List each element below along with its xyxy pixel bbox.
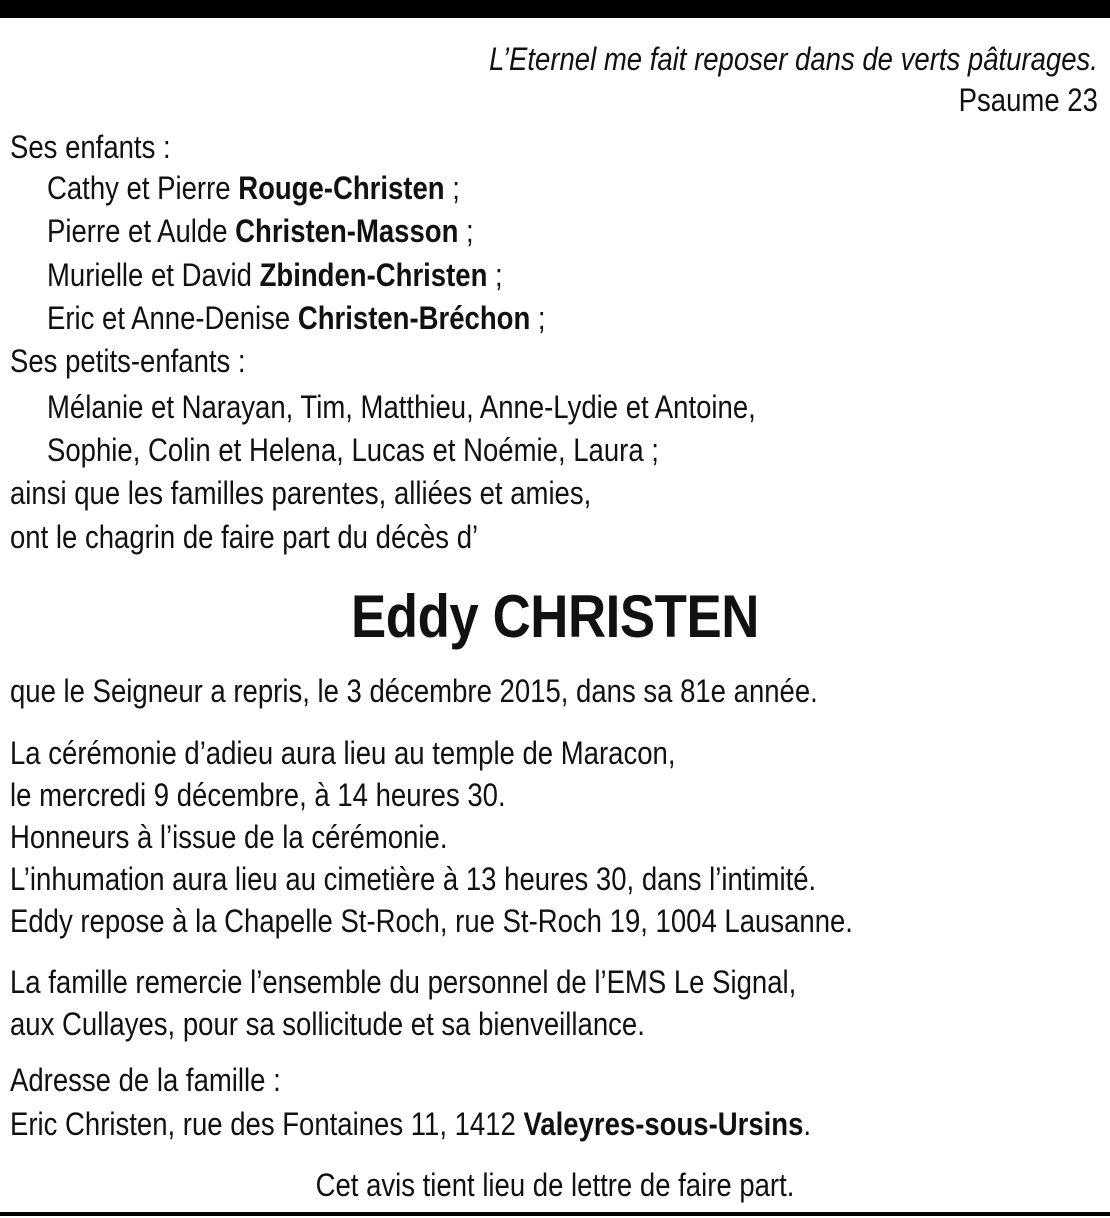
- address-street: Eric Christen, rue des Fontaines 11, 1412: [10, 1106, 524, 1142]
- child-first-names: Eric et Anne-Denise: [47, 300, 298, 336]
- announce-line: ont le chagrin de faire part du décès d’: [10, 519, 479, 555]
- child-surname: Zbinden-Christen: [259, 257, 488, 293]
- ceremony-line: le mercredi 9 décembre, à 14 heures 30.: [10, 777, 506, 813]
- grandchildren-line: Mélanie et Narayan, Tim, Matthieu, Anne-Lydie et Antoine,: [47, 389, 756, 425]
- address-heading: Adresse de la famille :: [10, 1062, 281, 1098]
- ceremony-line: Eddy repose à la Chapelle St-Roch, rue St-Roch 19, 1004 Lausanne.: [10, 903, 853, 939]
- grandchildren-heading: Ses petits-enfants :: [10, 343, 246, 379]
- thanks-line: aux Cullayes, pour sa sollicitude et sa bienveillance.: [10, 1006, 645, 1042]
- thanks-line: La famille remercie l’ensemble du personnel de l’EMS Le Signal,: [10, 964, 797, 1000]
- families-line: ainsi que les familles parentes, alliées et amies,: [10, 475, 592, 511]
- children-heading: Ses enfants :: [10, 129, 171, 165]
- ceremony-line: Honneurs à l’issue de la cérémonie.: [10, 819, 448, 855]
- epigraph-quote: L’Eternel me fait reposer dans de verts pâturages.: [489, 41, 1098, 77]
- address-punctuation: .: [803, 1106, 812, 1142]
- child-first-names: Pierre et Aulde: [47, 213, 236, 249]
- child-entry: [47, 168, 460, 208]
- child-punctuation: ;: [530, 300, 546, 336]
- child-surname: Christen-Masson: [235, 213, 459, 249]
- child-first-names: Murielle et David: [47, 257, 260, 293]
- address-locality: Valeyres-sous-Ursins: [523, 1106, 804, 1142]
- child-entry: [47, 211, 474, 251]
- child-entry: [47, 255, 503, 295]
- grandchildren-line: Sophie, Colin et Helena, Lucas et Noémie, Laura ;: [47, 432, 659, 468]
- child-punctuation: ;: [444, 170, 460, 206]
- epigraph-reference: Psaume 23: [958, 82, 1098, 118]
- bottom-rule: [0, 1212, 1110, 1216]
- address-line: [10, 1104, 811, 1144]
- deceased-name: Eddy CHRISTEN: [351, 583, 759, 650]
- child-surname: Christen-Bréchon: [297, 300, 531, 336]
- child-entry: [47, 298, 546, 338]
- death-line: que le Seigneur a repris, le 3 décembre 2015, dans sa 81e année.: [10, 673, 818, 709]
- top-rule: [0, 0, 1110, 18]
- child-punctuation: ;: [487, 257, 503, 293]
- ceremony-line: L’inhumation aura lieu au cimetière à 13 heures 30, dans l’intimité.: [10, 861, 817, 897]
- child-surname: Rouge-Christen: [238, 170, 445, 206]
- closing-note: Cet avis tient lieu de lettre de faire part.: [315, 1167, 795, 1203]
- child-punctuation: ;: [458, 213, 474, 249]
- ceremony-line: La cérémonie d’adieu aura lieu au temple de Maracon,: [10, 735, 676, 771]
- child-first-names: Cathy et Pierre: [47, 170, 239, 206]
